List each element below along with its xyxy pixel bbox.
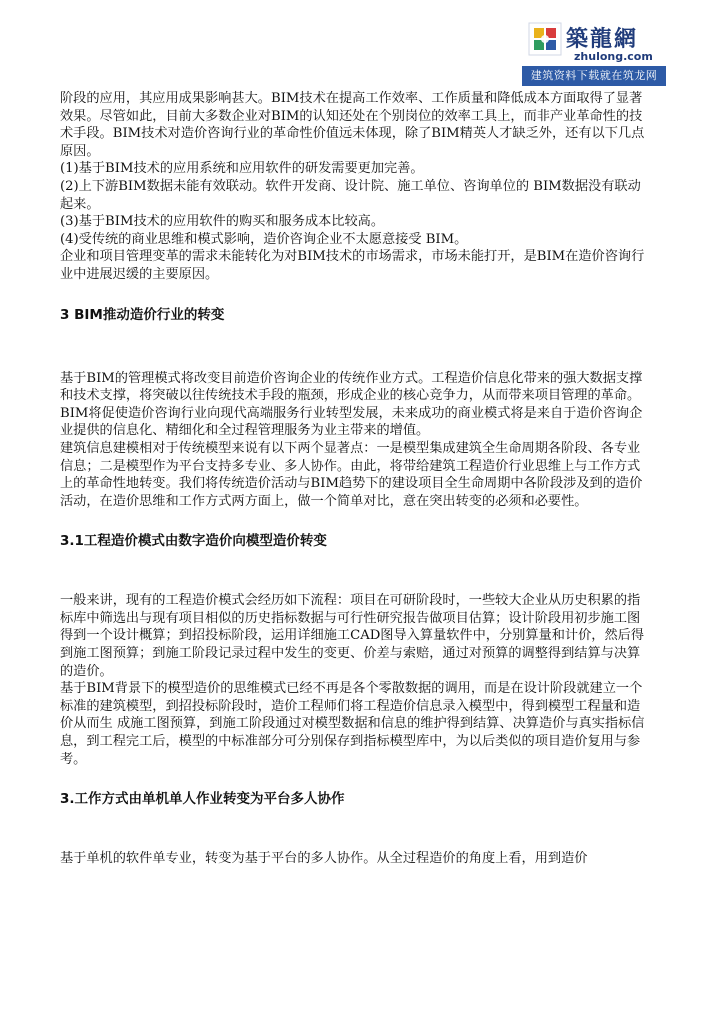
section-3-1-paragraph-1: 一般来讲，现有的工程造价模式会经历如下流程：项目在可研阶段时，一些较大企业从历史积累的指标库中筛选出与现有项目相似的历史指标数据与可行性研究报告做项目估算；设计阶段用初步施工图得到一个设计概算；到招投标阶段，运用详细施工CAD图导入算量软件中，分别算量和计价，然后得到施工图预算；到施工阶段记录过程中发生的变更、价差与索赔，通过对预算的调整得到结算与决算的造价。 — [60, 593, 645, 679]
section-3-heading: 3 BIM推动造价行业的转变 — [60, 306, 225, 323]
reason-2: (2)上下游BIM数据未能有效联动。软件开发商、设计院、施工单位、咨询单位的 BIM数据没有联动起来。 — [60, 178, 641, 212]
reason-1: (1)基于BIM技术的应用系统和应用软件的研发需要更加完善。 — [60, 161, 424, 177]
logo-brand-cn: 築龍網 — [566, 27, 639, 52]
section-3-paragraph-1: 基于BIM的管理模式将改变目前造价咨询企业的传统作业方式。工程造价信息化带来的强大数据支撑和技术支撑，将突破以往传统技术手段的瓶颈，形成企业的核心竞争力，从而带来项目管理的革命。BIM将促使造价咨询行业向现代高端服务行业转型发展，未来成功的商业模式将是来自于造价咨询企业提供的信息化、精细化和全过程管理服务为业主带来的增值。 — [60, 370, 643, 439]
zhulong-logo — [522, 12, 666, 88]
section-3-2-paragraph-1: 基于单机的软件单专业，转变为基于平台的多人协作。从全过程造价的角度上看，用到造价 — [60, 851, 588, 867]
logo-brand-en: zhulong.com — [574, 50, 653, 63]
document-content — [60, 90, 646, 868]
section-3-paragraph-2: 建筑信息建模相对于传统模型来说有以下两个显著点：一是模型集成建筑全生命周期各阶段、各专业信息；二是模型作为平台支持多专业、多人协作。由此，将带给建筑工程造价行业思维上与工作方式上的革命性地转变。我们将传统造价活动与BIM趋势下的建设项目全生命周期中各阶段涉及到的造价活动，在造价思维和工作方式两方面上，做一个简单对比，意在突出转变的必须和必要性。 — [60, 440, 643, 509]
zhulong-logo-mark-icon — [528, 22, 562, 56]
section-3-1-heading: 3.1工程造价模式由数字造价向模型造价转变 — [60, 533, 327, 550]
section-3-1-paragraph-2: 基于BIM背景下的模型造价的思维模式已经不再是各个零散数据的调用，而是在设计阶段就建立一个标准的建筑模型，到招投标阶段时，造价工程师们将工程造价信息录入模型中，得到模型工程量和造价从而生 成施工图预算，到施工阶段通过对模型数据和信息的维护得到结算、决算造价与真实指标信息，到工程完工后，模型的中标准部分可分别保存到指标模型库中，为以后类似的项目造价复用与参考。 — [60, 681, 645, 767]
intro-paragraph: 阶段的应用，其应用成果影响甚大。BIM技术在提高工作效率、工作质量和降低成本方面取得了显著效果。尽管如此，目前大多数企业对BIM的认知还处在个别岗位的效率工具上，而非产业革命性的技术手段。BIM技术对造价咨询行业的革命性价值远未体现，除了BIM精英人才缺乏外，还有以下几点原因。 — [60, 91, 645, 159]
section-3-2-heading: 3.工作方式由单机单人作业转变为平台多人协作 — [60, 791, 345, 808]
reason-summary: 企业和项目管理变革的需求未能转化为对BIM技术的市场需求，市场未能打开，是BIM在造价咨询行业中进展迟缓的主要原因。 — [60, 249, 645, 282]
reason-3: (3)基于BIM技术的应用软件的购买和服务成本比较高。 — [60, 214, 385, 230]
logo-banner: 建筑资料下载就在筑龙网 — [522, 66, 666, 86]
reason-4: (4)受传统的商业思维和模式影响，造价咨询企业不太愿意接受 BIM。 — [60, 231, 468, 247]
